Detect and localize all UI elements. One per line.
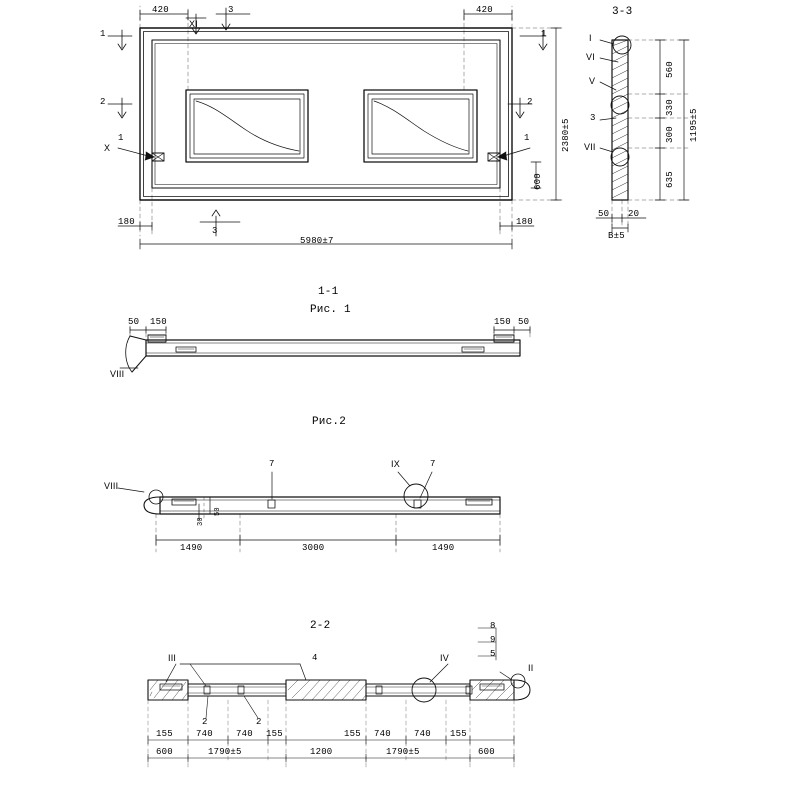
fig2-dim-3000: 3000 xyxy=(302,543,325,553)
mark-xi: XI xyxy=(189,19,198,29)
fig1-mark-VIII: VIII xyxy=(110,369,125,379)
s22-dim-1200: 1200 xyxy=(310,747,333,757)
fig2-mark-7-right: 7 xyxy=(430,459,436,469)
s22-mark-2-right: 2 xyxy=(256,717,262,727)
s22-dim-600-left: 600 xyxy=(156,747,173,757)
s33-dim-300: 300 xyxy=(665,126,675,143)
s22-label-5: 5 xyxy=(490,649,496,659)
s22-dim-1790-left: 1790±5 xyxy=(208,747,242,757)
s33-dim-total: 1195±5 xyxy=(689,108,699,142)
s22-mark-IV: IV xyxy=(440,653,449,663)
mark-x: X xyxy=(104,143,111,153)
section-3-3-title: 3-3 xyxy=(612,6,633,18)
fig1-dim-50-right: 50 xyxy=(518,317,530,327)
s22-label-8: 8 xyxy=(490,621,496,631)
fig2-dim-50: 50 xyxy=(214,507,222,516)
s22-mark-II: II xyxy=(528,663,534,673)
s22-dim-155-b: 155 xyxy=(266,729,283,739)
plan-inner-width: 600 xyxy=(533,173,543,190)
fig2-title: Рис.2 xyxy=(312,416,347,428)
plan-callout-3-top: 3 xyxy=(228,5,234,15)
plan-mark-1-lower-right: 1 xyxy=(524,133,530,143)
plan-callout-3-bottom: 3 xyxy=(212,226,218,236)
fig1-dim-150-left: 150 xyxy=(150,317,167,327)
fig2-mark-VIII: VIII xyxy=(104,481,119,491)
plan-mark-2-right: 2 xyxy=(527,97,533,107)
fig1-dim-50-left: 50 xyxy=(128,317,140,327)
s22-mark-2-left: 2 xyxy=(202,717,208,727)
section-2-2-title: 2-2 xyxy=(310,620,331,632)
fig2-mark-IX: IX xyxy=(391,459,400,469)
s22-dim-740-b: 740 xyxy=(236,729,253,739)
mark-VII: VII xyxy=(584,142,596,152)
fig2-dim-1490-right: 1490 xyxy=(432,543,455,553)
mark-3: 3 xyxy=(590,113,596,123)
plan-dim-180-right: 180 xyxy=(516,217,533,227)
s22-dim-740-a: 740 xyxy=(196,729,213,739)
plan-dim-420-right: 420 xyxy=(476,5,493,15)
fig1-dim-150-right: 150 xyxy=(494,317,511,327)
mark-I: I xyxy=(589,33,592,43)
fig2-mark-7-left: 7 xyxy=(269,459,275,469)
s33-dim-50: 50 xyxy=(598,209,610,219)
s22-dim-740-d: 740 xyxy=(414,729,431,739)
plan-mark-1-lower-left: 1 xyxy=(118,133,124,143)
s33-dim-330: 330 xyxy=(665,99,675,116)
plan-mark-2-left: 2 xyxy=(100,97,106,107)
plan-dim-420-left: 420 xyxy=(152,5,169,15)
s22-dim-740-c: 740 xyxy=(374,729,391,739)
s22-mark-III: III xyxy=(168,653,177,663)
s22-dim-600-right: 600 xyxy=(478,747,495,757)
s33-dim-20: 20 xyxy=(628,209,640,219)
section-1-1-title: 1-1 xyxy=(318,286,339,298)
fig2-dim-1490-left: 1490 xyxy=(180,543,203,553)
plan-overall-length: 5980±7 xyxy=(300,236,334,246)
fig1-title: Рис. 1 xyxy=(310,304,351,316)
s22-label-9: 9 xyxy=(490,635,496,645)
s22-dim-155-d: 155 xyxy=(450,729,467,739)
plan-dim-180-left: 180 xyxy=(118,217,135,227)
s33-dim-560: 560 xyxy=(665,61,675,78)
plan-overall-width: 2380±5 xyxy=(561,118,571,152)
fig2-dim-30: 30 xyxy=(197,517,205,526)
s22-dim-155-c: 155 xyxy=(344,729,361,739)
mark-V: V xyxy=(589,76,596,86)
s22-dim-1790-right: 1790±5 xyxy=(386,747,420,757)
mark-VI: VI xyxy=(586,52,595,62)
plan-mark-1-right: 1 xyxy=(541,29,547,39)
s22-dim-155-a: 155 xyxy=(156,729,173,739)
plan-mark-1-left: 1 xyxy=(100,29,106,39)
s22-mark-4: 4 xyxy=(312,653,318,663)
s33-dim-635: 635 xyxy=(665,171,675,188)
s33-dim-B: B±5 xyxy=(608,231,625,241)
